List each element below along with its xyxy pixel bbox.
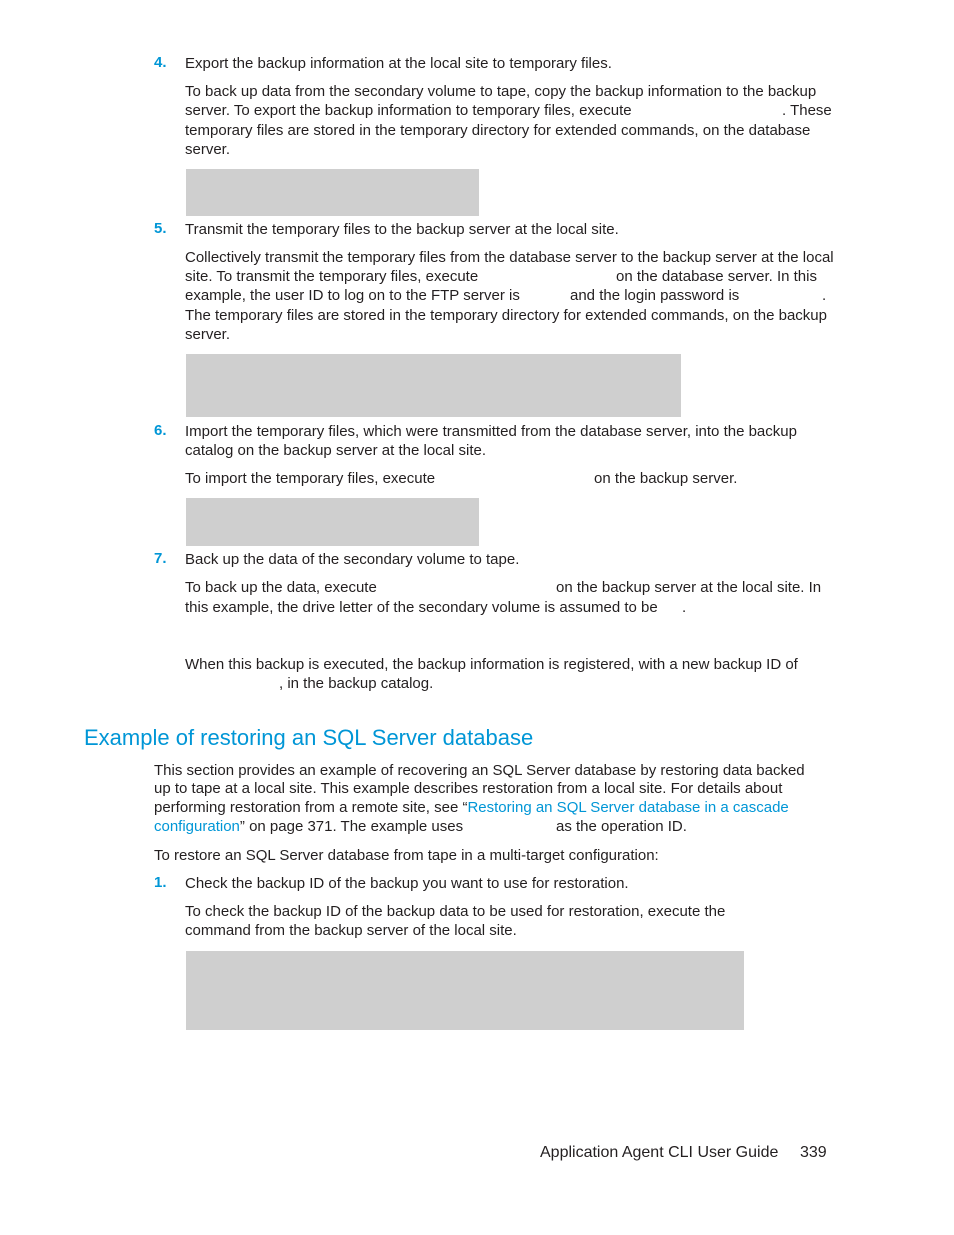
step-6-heading-line2: catalog on the backup server at the local site. [185,442,487,459]
step-1-number: 1. [154,874,167,891]
step-5-code-block [186,354,681,417]
cross-reference-link-cont[interactable]: configuration [154,818,240,835]
page-number: 339 [800,1144,827,1161]
intro-line4 [154,817,463,837]
step-5-body-line3-mid: and the login password is [570,287,740,304]
step-5-body-line3: example, the user ID to log on to the FTP server is [185,287,520,304]
step-7-note-line2: , in the backup catalog. [279,675,434,692]
step-5-body-line2-tail: on the database server. In this [616,268,817,285]
step-4-body-line2: server. To export the backup information to temporary files, execute [185,102,632,119]
step-5-body-line5: server. [185,326,231,343]
step-1-body-line1: To check the backup ID of the backup data to be used for restoration, execute the [185,903,726,920]
step-5-heading: Transmit the temporary files to the backup server at the local site. [185,221,619,238]
section-title: Example of restoring an SQL Server database [84,725,534,750]
step-7-note-line1: When this backup is executed, the backup information is registered, with a new backup ID of [185,656,798,673]
step-7-body-line2-tail: . [682,599,687,616]
step-7-number: 7. [154,550,167,567]
footer-title: Application Agent CLI User Guide [540,1144,779,1161]
step-1-heading: Check the backup ID of the backup you want to use for restoration. [185,875,629,892]
step-4-body-line4: server. [185,141,231,158]
step-4-code-block [186,169,479,216]
intro-line2: up to tape at a local site. This example describes restoration from a local site. For details about [154,780,783,797]
intro-line1: This section provides an example of recovering an SQL Server database by restoring data backed [154,762,805,779]
step-1-body-line2: command from the backup server of the local site. [185,922,517,939]
intro-line3-text: performing restoration from a remote site, see “ [154,799,468,816]
step-7-body-line2: this example, the drive letter of the secondary volume is assumed to be [185,599,658,616]
step-5-body-line2: site. To transmit the temporary files, execute [185,268,479,285]
step-7-heading: Back up the data of the secondary volume to tape. [185,551,520,568]
step-1-code-block [186,951,744,1030]
step-7-body-line1: To back up the data, execute [185,579,377,596]
intro-line4-text: ” on page 371. The example uses [239,818,464,835]
step-4-body-line3: temporary files are stored in the temporary directory for extended commands, on the database [185,122,811,139]
step-7-body-line1-tail: on the backup server at the local site. In [556,579,822,596]
step-4-body-line1: To back up data from the secondary volume to tape, copy the backup information to the backup [185,83,817,100]
step-5-body-line4: The temporary files are stored in the temporary directory for extended commands, on the backup [185,307,827,324]
step-5-number: 5. [154,220,167,237]
intro-line3 [154,798,789,818]
step-6-number: 6. [154,422,167,439]
cross-reference-link[interactable]: Restoring an SQL Server database in a cascade [467,799,789,816]
step-5-body-line1: Collectively transmit the temporary files from the database server to the backup server at the local [185,249,834,266]
step-4-heading: Export the backup information at the local site to temporary files. [185,55,612,72]
step-6-code-block [186,498,479,546]
step-5-body-line3-tail: . [822,287,827,304]
step-6-body-tail: on the backup server. [594,470,738,487]
step-6-heading-line1: Import the temporary files, which were transmitted from the database server, into the backup [185,423,797,440]
step-6-body: To import the temporary files, execute [185,470,436,487]
procedure-lead: To restore an SQL Server database from tape in a multi-target configuration: [154,847,659,864]
intro-line4-tail: as the operation ID. [556,818,687,835]
step-4-number: 4. [154,54,167,71]
step-4-body-line2-tail: . These [782,102,832,119]
